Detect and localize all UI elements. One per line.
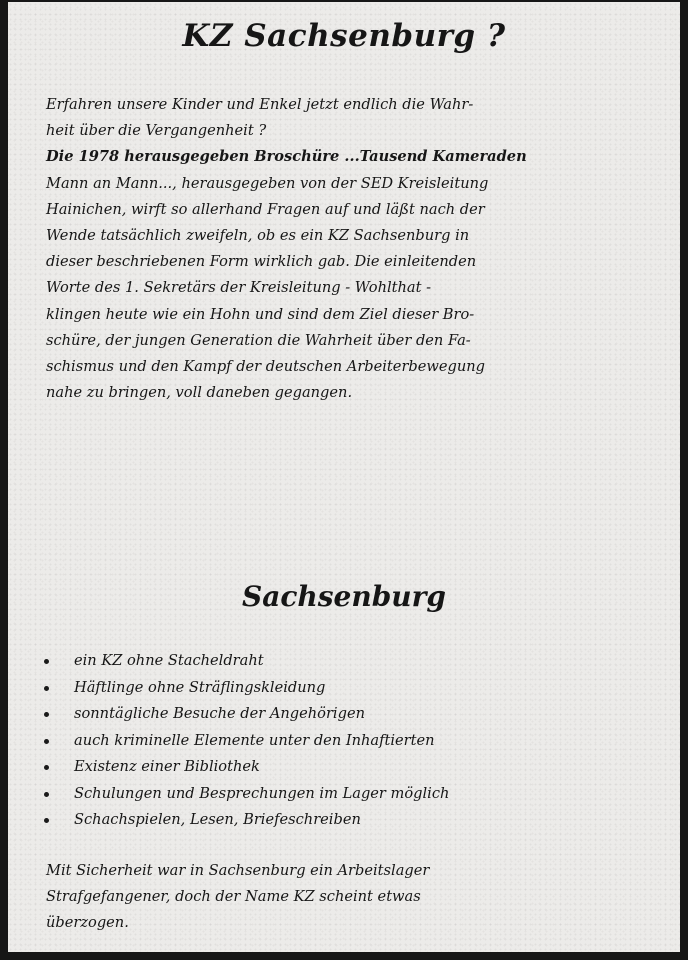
bullet-icon [44, 659, 49, 664]
list-item-text: Existenz einer Bibliothek [74, 758, 260, 775]
text-line: schismus und den Kampf der deutschen Arbeiterbewegung [46, 358, 486, 376]
bullet-list [38, 648, 658, 834]
list-item [38, 648, 658, 675]
list-item [38, 675, 658, 702]
list-item [38, 781, 658, 808]
text-line: Hainichen, wirft so allerhand Fragen auf und läßt nach der [46, 200, 485, 218]
text-line: Erfahren unsere Kinder und Enkel jetzt endlich die Wahr- [46, 96, 474, 113]
list-item-text: ein KZ ohne Stacheldraht [74, 652, 264, 669]
text-line: Strafgefangener, doch der Name KZ scheint etwas [46, 888, 421, 906]
list-item-text: auch kriminelle Elemente unter den Inhaftierten [74, 731, 435, 749]
bullet-icon [44, 765, 49, 770]
bullet-icon [44, 792, 49, 797]
bullet-icon [44, 686, 49, 691]
text-line: Die 1978 herausgegeben Broschüre ...Tausend Kameraden [46, 148, 527, 166]
list-item-text: sonntägliche Besuche der Angehörigen [74, 705, 365, 722]
text-line: Worte des 1. Sekretärs der Kreisleitung - Wohlthat - [46, 279, 432, 297]
list-item-text: Schulungen und Besprechungen im Lager möglich [74, 784, 450, 802]
bullet-icon [44, 818, 49, 823]
closing-paragraph [46, 858, 656, 937]
text-line: Wende tatsächlich zweifeln, ob es ein KZ Sachsenburg in [46, 227, 470, 245]
text-line: schüre, der jungen Generation die Wahrheit über den Fa- [46, 331, 471, 349]
list-item [38, 807, 658, 834]
bullet-icon [44, 712, 49, 717]
text-line: Mann an Mann..., herausgegeben von der SED Kreisleitung [46, 174, 489, 192]
list-item-text: Schachspielen, Lesen, Briefeschreiben [74, 811, 361, 828]
list-item [38, 701, 658, 728]
list-item-text: Häftlinge ohne Sträflingskleidung [74, 678, 326, 696]
text-line: heit über die Vergangenheit ? [46, 122, 267, 140]
text-line: Mit Sicherheit war in Sachsenburg ein Arbeitslager [46, 862, 430, 879]
document-page [8, 2, 680, 952]
text-line: nahe zu bringen, voll daneben gegangen. [46, 384, 353, 402]
intro-paragraph [46, 92, 656, 406]
text-line: dieser beschriebenen Form wirklich gab. Die einleitenden [46, 253, 477, 271]
list-item [38, 728, 658, 755]
text-line: klingen heute wie ein Hohn und sind dem Ziel dieser Bro- [46, 305, 475, 323]
list-item [38, 754, 658, 781]
section-heading: Sachsenburg [242, 580, 446, 613]
bullet-icon [44, 739, 49, 744]
text-line: überzogen. [46, 914, 129, 932]
page-title: KZ Sachsenburg ? [182, 18, 506, 54]
